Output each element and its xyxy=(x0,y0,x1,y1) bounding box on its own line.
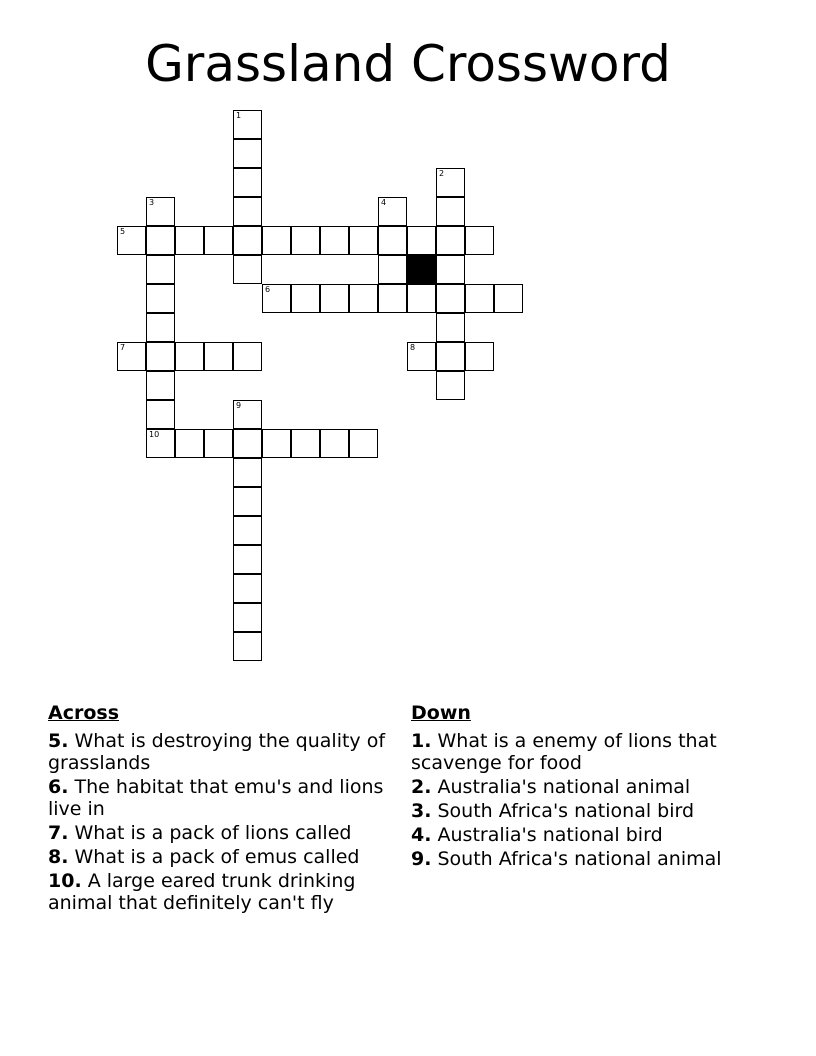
clue-text: The habitat that emu's and lions live in xyxy=(48,776,384,820)
cell-number: 6 xyxy=(265,285,271,294)
grid-cell[interactable] xyxy=(233,632,262,661)
grid-cell[interactable] xyxy=(233,400,262,429)
grid-cell[interactable] xyxy=(320,429,349,458)
clue-number: 1. xyxy=(411,730,432,752)
grid-cell[interactable] xyxy=(436,284,465,313)
grid-cell[interactable] xyxy=(233,255,262,284)
cell-number: 7 xyxy=(120,343,126,352)
grid-cell[interactable] xyxy=(436,342,465,371)
grid-cell[interactable] xyxy=(262,284,291,313)
clue-text: Australia's national bird xyxy=(437,824,663,846)
across-clue xyxy=(48,776,388,820)
grid-cell[interactable] xyxy=(233,429,262,458)
grid-cell[interactable] xyxy=(204,226,233,255)
clue-text: Australia's national animal xyxy=(437,776,691,798)
clue-number: 6. xyxy=(48,776,69,798)
clue-text: What is a enemy of lions that scavenge for food xyxy=(411,730,717,774)
clue-text: A large eared trunk drinking animal that definitely can't fly xyxy=(48,870,356,914)
grid-cell[interactable] xyxy=(378,226,407,255)
down-clue xyxy=(411,848,761,870)
grid-cell[interactable] xyxy=(436,255,465,284)
down-clue xyxy=(411,730,761,774)
clue-number: 10. xyxy=(48,870,82,892)
grid-cell[interactable] xyxy=(233,487,262,516)
grid-cell[interactable] xyxy=(436,197,465,226)
across-clue xyxy=(48,822,388,844)
grid-cell[interactable] xyxy=(146,371,175,400)
clue-text: What is destroying the quality of grasslands xyxy=(48,730,386,774)
grid-cell[interactable] xyxy=(407,342,436,371)
cell-number: 4 xyxy=(381,198,387,207)
cell-number: 1 xyxy=(236,111,242,120)
grid-cell[interactable] xyxy=(233,545,262,574)
grid-cell[interactable] xyxy=(291,226,320,255)
cell-number: 5 xyxy=(120,227,126,236)
grid-cell[interactable] xyxy=(204,342,233,371)
grid-cell[interactable] xyxy=(233,168,262,197)
grid-cell[interactable] xyxy=(233,342,262,371)
grid-cell[interactable] xyxy=(146,313,175,342)
grid-cell[interactable] xyxy=(204,429,233,458)
grid-cell[interactable] xyxy=(378,284,407,313)
grid-cell[interactable] xyxy=(233,574,262,603)
clue-text: South Africa's national animal xyxy=(437,848,722,870)
across-clue xyxy=(48,846,388,868)
across-heading: Across xyxy=(48,702,120,724)
grid-cell[interactable] xyxy=(233,197,262,226)
across-clue xyxy=(48,730,388,774)
grid-cell[interactable] xyxy=(349,226,378,255)
grid-cell[interactable] xyxy=(146,255,175,284)
clue-number: 3. xyxy=(411,800,432,822)
grid-cell[interactable] xyxy=(146,400,175,429)
grid-cell[interactable] xyxy=(233,226,262,255)
grid-cell[interactable] xyxy=(146,197,175,226)
cell-number: 8 xyxy=(410,343,416,352)
clue-number: 5. xyxy=(48,730,69,752)
grid-cell[interactable] xyxy=(175,226,204,255)
grid-cell[interactable] xyxy=(465,226,494,255)
black-square xyxy=(407,255,436,284)
grid-cell[interactable] xyxy=(233,458,262,487)
grid-cell[interactable] xyxy=(349,284,378,313)
grid-cell[interactable] xyxy=(117,342,146,371)
cell-number: 2 xyxy=(439,169,445,178)
clue-text: South Africa's national bird xyxy=(437,800,695,822)
grid-cell[interactable] xyxy=(436,313,465,342)
grid-cell[interactable] xyxy=(494,284,523,313)
grid-cell[interactable] xyxy=(233,110,262,139)
grid-cell[interactable] xyxy=(233,516,262,545)
clue-number: 2. xyxy=(411,776,432,798)
grid-cell[interactable] xyxy=(436,168,465,197)
down-clue xyxy=(411,800,761,822)
across-clues xyxy=(48,702,388,916)
down-clue xyxy=(411,824,761,846)
clue-number: 7. xyxy=(48,822,69,844)
grid-cell[interactable] xyxy=(465,284,494,313)
grid-cell[interactable] xyxy=(262,429,291,458)
cell-number: 10 xyxy=(149,430,160,439)
grid-cell[interactable] xyxy=(233,603,262,632)
grid-cell[interactable] xyxy=(378,255,407,284)
grid-cell[interactable] xyxy=(320,226,349,255)
down-clue xyxy=(411,776,761,798)
grid-cell[interactable] xyxy=(378,197,407,226)
grid-cell[interactable] xyxy=(291,284,320,313)
grid-cell[interactable] xyxy=(117,226,146,255)
across-clue xyxy=(48,870,388,914)
grid-cell[interactable] xyxy=(349,429,378,458)
grid-cell[interactable] xyxy=(175,429,204,458)
clue-number: 8. xyxy=(48,846,69,868)
grid-cell[interactable] xyxy=(291,429,320,458)
grid-cell[interactable] xyxy=(233,139,262,168)
grid-cell[interactable] xyxy=(175,342,204,371)
puzzle-title: Grassland Crossword xyxy=(145,35,671,93)
cell-number: 3 xyxy=(149,198,155,207)
clue-number: 4. xyxy=(411,824,432,846)
grid-cell[interactable] xyxy=(465,342,494,371)
grid-cell[interactable] xyxy=(407,284,436,313)
grid-cell[interactable] xyxy=(262,226,291,255)
down-heading: Down xyxy=(411,702,471,724)
grid-cell[interactable] xyxy=(407,226,436,255)
grid-cell[interactable] xyxy=(146,342,175,371)
clue-text: What is a pack of lions called xyxy=(74,822,352,844)
grid-cell[interactable] xyxy=(320,284,349,313)
clue-text: What is a pack of emus called xyxy=(74,846,360,868)
grid-cell[interactable] xyxy=(146,284,175,313)
grid-cell[interactable] xyxy=(146,226,175,255)
clue-number: 9. xyxy=(411,848,432,870)
grid-cell[interactable] xyxy=(436,371,465,400)
grid-cell[interactable] xyxy=(146,429,175,458)
cell-number: 9 xyxy=(236,401,242,410)
down-clues xyxy=(411,702,761,872)
grid-cell[interactable] xyxy=(436,226,465,255)
